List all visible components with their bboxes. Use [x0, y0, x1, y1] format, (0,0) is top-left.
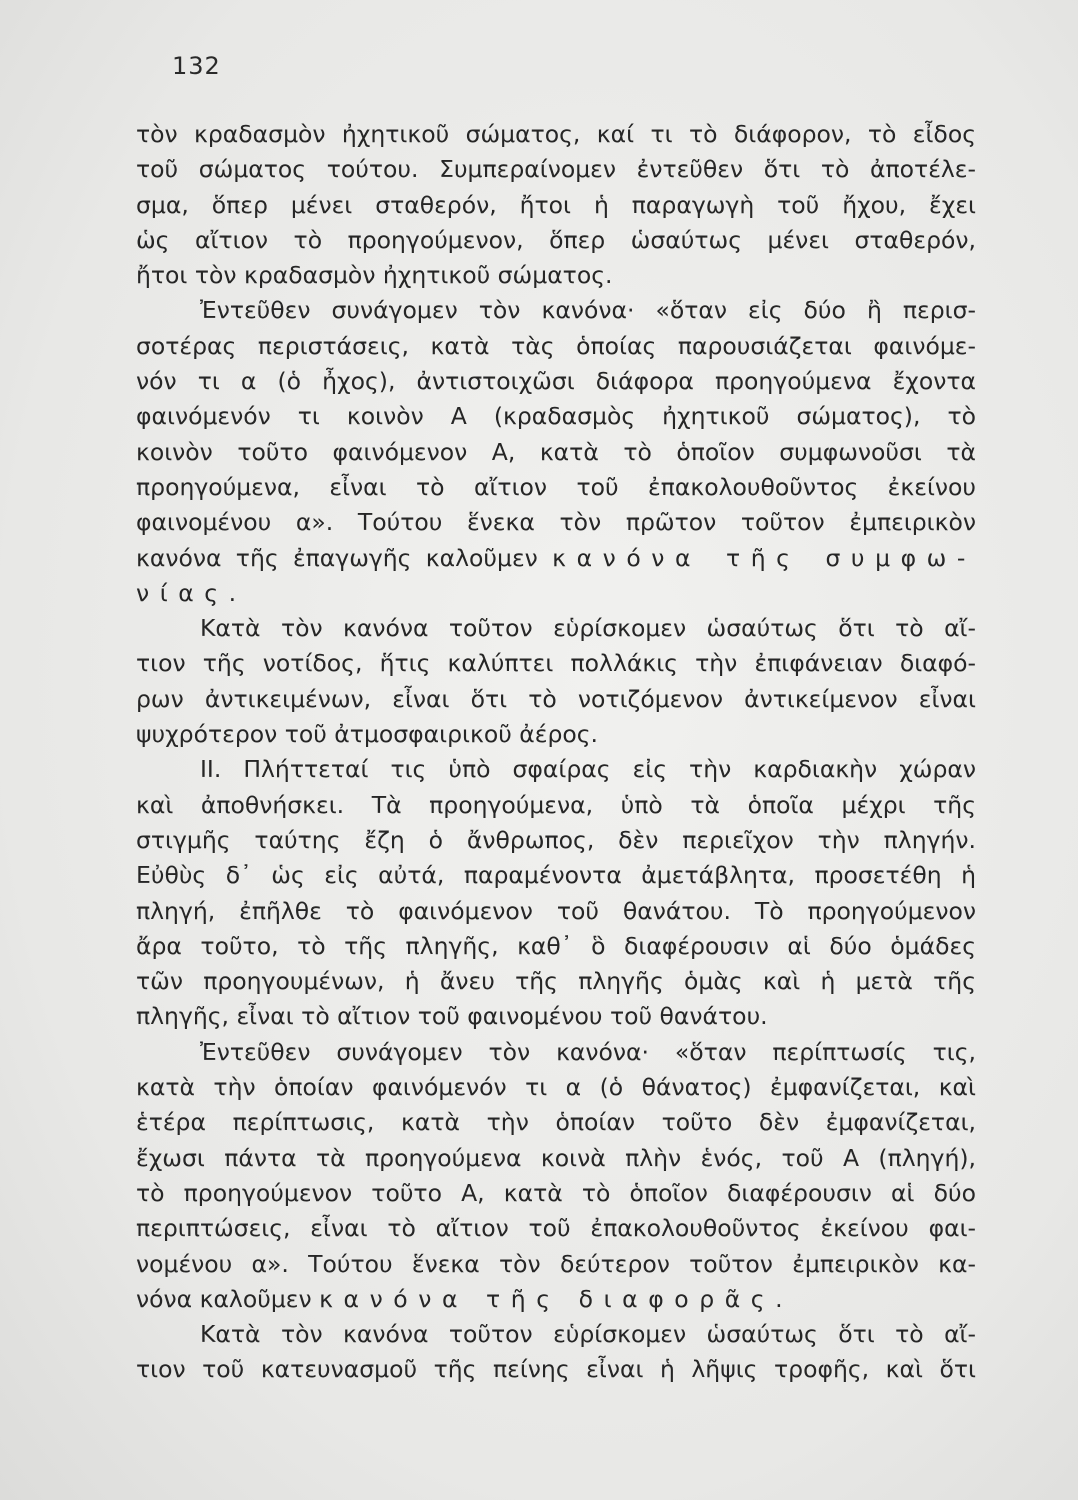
text-line: σμα, ὅπερ μένει σταθερόν, ἤτοι ἡ παραγωγὴ τοῦ ἤχου, ἔχει	[136, 190, 976, 219]
paragraph-start-line: ΙΙ. Πλήττεταί τις ὑπὸ σφαίρας εἰς τὴν καρδιακὴν χώραν	[200, 755, 976, 784]
body-text	[136, 117, 976, 1388]
text-line: φαινομένου α». Τούτου ἕνεκα τὸν πρῶτον τοῦτον ἐμπειρικὸν	[136, 508, 976, 537]
text-line: τὸν κραδασμὸν ἠχητικοῦ σώματος, καί τι τὸ διάφορον, τὸ εἶδος	[136, 120, 976, 148]
line-text: κανόνα τῆς ἐπαγωγῆς καλοῦμεν	[136, 543, 538, 572]
rule-name-emphasis: κανόνα τῆς διαφορᾶς.	[319, 1284, 794, 1313]
text-line: κατὰ τὴν ὁποίαν φαινόμενόν τι α (ὁ θάνατος) ἐμφανίζεται, καὶ	[136, 1073, 976, 1102]
text-line: ὡς αἴτιον τὸ προηγούμενον, ὅπερ ὡσαύτως μένει σταθερόν,	[136, 225, 976, 254]
text-line: ψυχρότερον τοῦ ἀτμοσφαιρικοῦ ἀέρος.	[136, 720, 599, 749]
text-line: τιον τῆς νοτίδος, ἥτις καλύπτει πολλάκις τὴν ἐπιφάνειαν διαφό-	[136, 649, 976, 678]
text-line: ἄρα τοῦτο, τὸ τῆς πληγῆς, καθ᾽ ὃ διαφέρουσιν αἱ δύο ὁμάδες	[136, 931, 976, 960]
text-line: νίας.	[136, 578, 247, 607]
text-line	[136, 541, 976, 576]
text-line: πληγῆς, εἶναι τὸ αἴτιον τοῦ φαινομένου τοῦ θανάτου.	[136, 1002, 768, 1031]
text-line: περιπτώσεις, εἶναι τὸ αἴτιον τοῦ ἐπακολουθοῦντος ἐκείνου φαι-	[136, 1214, 976, 1243]
rule-name-emphasis: κανόνα τῆς συμφω-	[552, 543, 976, 572]
text-line: νομένου α». Τούτου ἕνεκα τὸν δεύτερον τοῦτον ἐμπειρικὸν κα-	[136, 1249, 976, 1278]
paragraph-start-line: Ἐντεῦθεν συνάγομεν τὸν κανόνα· «ὅταν εἰς δύο ἢ περισ-	[200, 296, 976, 325]
text-line: κοινὸν τοῦτο φαινόμενον Α, κατὰ τὸ ὁποῖον συμφωνοῦσι τὰ	[136, 437, 976, 466]
text-line	[136, 1282, 976, 1317]
text-line: πληγή, ἐπῆλθε τὸ φαινόμενον τοῦ θανάτου. Τὸ προηγούμενον	[136, 896, 976, 925]
paragraph-start-line: Κατὰ τὸν κανόνα τοῦτον εὑρίσκομεν ὡσαύτως ὅτι τὸ αἴ-	[200, 1320, 976, 1349]
text-line: ἔχωσι πάντα τὰ προηγούμενα κοινὰ πλὴν ἑνός, τοῦ Α (πληγή),	[136, 1143, 976, 1172]
text-line: τοῦ σώματος τούτου. Συμπεραίνομεν ἐντεῦθεν ὅτι τὸ ἀποτέλε-	[136, 155, 976, 184]
text-line: ρων ἀντικειμένων, εἶναι ὅτι τὸ νοτιζόμενον ἀντικείμενον εἶναι	[136, 684, 976, 713]
text-line: σοτέρας περιστάσεις, κατὰ τὰς ὁποίας παρουσιάζεται φαινόμε-	[136, 331, 976, 360]
paragraph-start-line: Κατὰ τὸν κανόνα τοῦτον εὑρίσκομεν ὡσαύτως ὅτι τὸ αἴ-	[200, 614, 976, 643]
text-line: καὶ ἀποθνήσκει. Τὰ προηγούμενα, ὑπὸ τὰ ὁποῖα μέχρι τῆς	[136, 790, 976, 819]
text-line: προηγούμενα, εἶναι τὸ αἴτιον τοῦ ἐπακολουθοῦντος ἐκείνου	[136, 472, 976, 501]
text-line: νόν τι α (ὁ ἦχος), ἀντιστοιχῶσι διάφορα προηγούμενα ἔχοντα	[136, 367, 976, 396]
text-line: τιον τοῦ κατευνασμοῦ τῆς πείνης εἶναι ἡ λῆψις τροφῆς, καὶ ὅτι	[136, 1355, 976, 1384]
text-line: Εὐθὺς δ᾽ ὡς εἰς αὐτά, παραμένοντα ἀμετάβλητα, προσετέθη ἡ	[136, 861, 976, 890]
text-line: ἤτοι τὸν κραδασμὸν ἠχητικοῦ σώματος.	[136, 261, 613, 290]
text-line: στιγμῆς ταύτης ἔζη ὁ ἄνθρωπος, δὲν περιεῖχον τὴν πληγήν.	[136, 825, 976, 854]
paragraph-start-line: Ἐντεῦθεν συνάγομεν τὸν κανόνα· «ὅταν περίπτωσίς τις,	[200, 1037, 976, 1066]
text-line: τὸ προηγούμενον τοῦτο Α, κατὰ τὸ ὁποῖον διαφέρουσιν αἱ δύο	[136, 1178, 976, 1207]
text-line: φαινόμενόν τι κοινὸν Α (κραδασμὸς ἠχητικοῦ σώματος), τὸ	[136, 402, 976, 431]
line-text: νόνα καλοῦμεν	[136, 1284, 312, 1313]
text-line: ἑτέρα περίπτωσις, κατὰ τὴν ὁποίαν τοῦτο δὲν ἐμφανίζεται,	[136, 1108, 976, 1137]
text-line: τῶν προηγουμένων, ἡ ἄνευ τῆς πληγῆς ὁμὰς καὶ ἡ μετὰ τῆς	[136, 967, 976, 996]
page-number: 132	[172, 52, 221, 80]
